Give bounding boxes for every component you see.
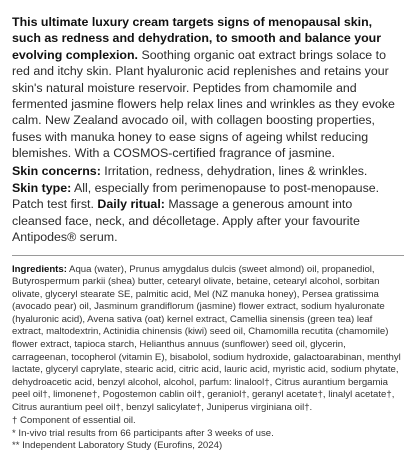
section-divider <box>12 255 404 256</box>
footnotes <box>12 415 404 453</box>
skin-type-and-ritual <box>12 180 404 246</box>
ingredients-value: Aqua (water), Prunus amygdalus dulcis (sweet almond) oil, propanediol, Butyrospermum parkii (shea) butter, cetearyl olivate, betaine, cetearyl alcohol, sorbitan olivate, glyceryl stearate SE, palmitic acid, Mel (NZ manuka honey), Persea gratissima (avocado pear) oil, Jasminum grandiflorum (jasmine) flower extract, sodium hyaluronate (hyaluronic acid), Avena sativa (oat) kernel extract, Camellia sinensis (green tea) leaf extract, maltodextrin, Actinidia chinensis (kiwi) seed oil, Chamomilla recutita (chamomile) flower extract, tapioca starch, Helianthus annuus (sunflower) seed oil, glycerin, carrageenan, tocopherol (vitamin E), bisabolol, sodium hydroxide, galactoarabinan, menthyl lactate, glyceryl caprylate, stearic acid, citric acid, lauric acid, myristic acid, sodium phytate, dehydroacetic acid, benzyl alcohol, alcohol, parfum: linalool†, Citrus aurantium bergamia peel oil†, limonene†, Pogostemon cablin oil†, geraniol†, geranyl acetate†, linalyl acetate†, Citrus aurantium peel oil†, benzyl salicylate†, Juniperus virginiana oil†. <box>12 263 401 413</box>
footnote-essential-oil: † Component of essential oil. <box>12 415 136 427</box>
intro-body: Soothing organic oat extract brings solace to red and itchy skin. Plant hyaluronic acid replenishes and retains your skin's natural moisture reservoir. Peptides from chamomile and fermented jasmine flowers help relax lines and wrinkles as they evoke calm. New Zealand avocado oil, with collagen boosting properties, fuses with manuka honey to ease signs of ageing whilst reducing blemishes. With a COSMOS-certified fragrance of jasmine. <box>12 47 395 161</box>
footnote-in-vivo-trial: * In-vivo trial results from 66 participants after 3 weeks of use. <box>12 427 274 439</box>
product-description <box>12 14 404 453</box>
skin-type-value: All, especially from perimenopause to post-menopause. Patch test first. <box>12 181 380 212</box>
intro-lead: This ultimate luxury cream targets signs of menopausal skin, such as redness and dehydration, to smooth and balance your evolving complexion. <box>12 15 382 62</box>
intro-paragraph <box>12 14 404 162</box>
skin-concerns-value: Irritation, redness, dehydration, lines & wrinkles. <box>104 163 368 178</box>
ingredients-label: Ingredients: <box>12 263 67 275</box>
footnote-lab-study: ** Independent Laboratory Study (Eurofins, 2024) <box>12 440 223 452</box>
skin-type-label: Skin type: <box>12 181 72 196</box>
skin-concerns-label: Skin concerns: <box>12 163 101 178</box>
ingredients-list <box>12 264 404 415</box>
daily-ritual-label: Daily ritual: <box>97 197 165 212</box>
daily-ritual-value: Massage a generous amount into cleansed face, neck, and décolletage. Apply after your favourite Antipodes® serum. <box>12 197 360 245</box>
skin-concerns <box>12 163 404 179</box>
